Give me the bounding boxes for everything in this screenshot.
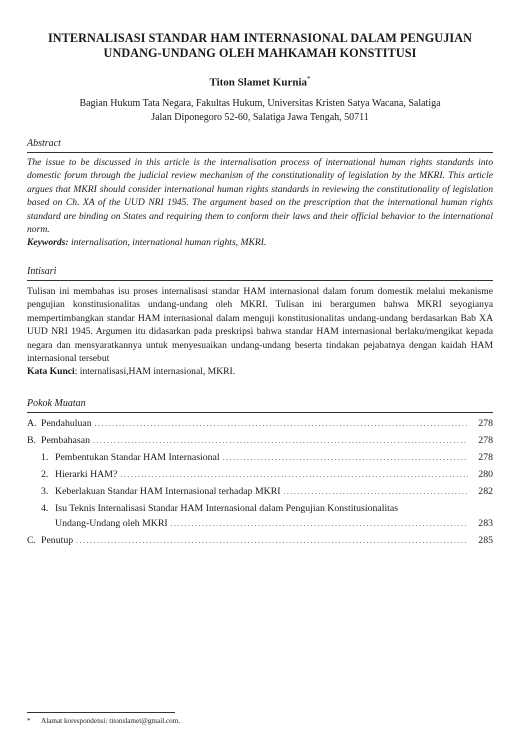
footnote-text: Alamat korespondensi: titonslamet@gmail.com.: [41, 717, 181, 725]
toc-item-number: 4.: [41, 503, 49, 514]
toc-item-title: Pendahuluan: [41, 418, 92, 429]
toc-leader-dots: [223, 450, 468, 465]
author-footnote-mark: *: [307, 75, 311, 83]
toc-leader-dots: [284, 484, 468, 499]
toc-item-keberlakuan[interactable]: [41, 484, 493, 499]
toc-item-page: 280: [478, 469, 493, 480]
toc-item-number: 2.: [41, 469, 49, 480]
toc-item-isu-teknis-continued[interactable]: [55, 516, 493, 531]
toc-item-number: 1.: [41, 452, 49, 463]
intisari-heading: Intisari: [27, 266, 57, 277]
toc-heading: Pokok Muatan: [27, 398, 86, 409]
toc-item-page: 278: [478, 418, 493, 429]
abstract-rule: [27, 152, 493, 153]
toc-item-page: 282: [478, 486, 493, 497]
toc-leader-dots: [76, 533, 468, 548]
intisari-keywords-label: Kata Kunci: [27, 366, 75, 378]
article-title: [27, 31, 493, 61]
abstract-keywords: internalisation, international human rights, MKRI.: [68, 237, 267, 249]
toc-leader-dots: [93, 433, 468, 448]
title-line-2: UNDANG-UNDANG OLEH MAHKAMAH KONSTITUSI: [103, 46, 417, 60]
toc-item-page: 278: [478, 435, 493, 446]
toc-item-penutup[interactable]: [27, 533, 493, 548]
toc-item-title: Isu Teknis Internalisasi Standar HAM Internasional dalam Pengujian Konstitusionalitas: [55, 503, 399, 514]
toc-item-number: 3.: [41, 486, 49, 497]
toc-item-pembentukan[interactable]: [41, 450, 493, 465]
title-line-1: INTERNALISASI STANDAR HAM INTERNASIONAL DALAM PENGUJIAN: [47, 31, 473, 45]
abstract-body: [27, 156, 493, 250]
author-name: Titon Slamet Kurnia: [209, 76, 308, 89]
toc-item-title: Keberlakuan Standar HAM Internasional terhadap MKRI: [55, 486, 281, 497]
abstract-keywords-label: Keywords:: [27, 237, 69, 249]
toc-leader-dots: [171, 516, 468, 531]
abstract-text: The issue to be discussed in this article is the internalisation process of international human rights standards into domestic forum through the judicial review mechanism of the constitutionality of legislation by the MKRI. This article argues that MKRI should consider international human rights standards in reviewing the constitutionality of legislation based on Ch. XA of the UUD NRI 1945. The argument based on the prescription that the international human rights standard are binding on States and requiring them to conform their laws and their official behavior to the international norm.: [27, 157, 493, 236]
footnote-rule: [27, 712, 175, 713]
toc-item-hierarki[interactable]: [41, 467, 493, 482]
toc-item-number: C.: [27, 535, 36, 546]
toc-item-page: 278: [478, 452, 493, 463]
toc-item-pendahuluan[interactable]: [27, 416, 493, 431]
affiliation-line-2: Jalan Diponegoro 52-60, Salatiga Jawa Tengah, 50711: [151, 111, 369, 123]
intisari-body: [27, 285, 493, 379]
toc-item-number: A.: [27, 418, 37, 429]
toc-item-title: Undang-Undang oleh MKRI: [55, 518, 168, 529]
abstract-heading: Abstract: [27, 138, 61, 149]
intisari-keywords: : internalisasi,HAM internasional, MKRI.: [74, 366, 236, 378]
footnote-mark: *: [27, 717, 31, 725]
toc-item-page: 285: [478, 535, 493, 546]
toc-item-number: B.: [27, 435, 36, 446]
footnote: [27, 716, 180, 726]
affiliation: [27, 97, 493, 124]
toc-item-pembahasan[interactable]: [27, 433, 493, 448]
toc-item-title: Hierarki HAM?: [55, 469, 118, 480]
toc-item-title: Penutup: [41, 535, 74, 546]
toc-item-isu-teknis[interactable]: [41, 501, 493, 516]
toc-item-page: 283: [478, 518, 493, 529]
toc-rule: [27, 412, 493, 413]
toc-item-title: Pembentukan Standar HAM Internasional: [55, 452, 220, 463]
toc-leader-dots: [120, 467, 468, 482]
toc-item-title: Pembahasan: [41, 435, 90, 446]
affiliation-line-1: Bagian Hukum Tata Negara, Fakultas Hukum, Universitas Kristen Satya Wacana, Salatiga: [79, 98, 441, 109]
toc-leader-dots: [95, 416, 468, 431]
intisari-text: Tulisan ini membahas isu proses internalisasi standar HAM internasional dalam forum domestik melalui mekanisme pengujian konstitusionalitas undang-undang oleh MKRI. Tulisan ini berargumen bahwa MKRI seyogianya mempertimbangkan standar HAM internasional dalam menguji konstitusionalitas undang-undang berdasarkan Bab XA UUD NRI 1945. Argumen itu didasarkan pada preskripsi bahwa standar HAM internasional berlaku/mengikat kepada negara dan mensyaratkannya untuk menyesuaikan undang-undang beserta tindakan pejabatnya dengan kaidah HAM internasional tersebut: [27, 286, 493, 365]
author: [27, 73, 493, 90]
intisari-rule: [27, 280, 493, 281]
